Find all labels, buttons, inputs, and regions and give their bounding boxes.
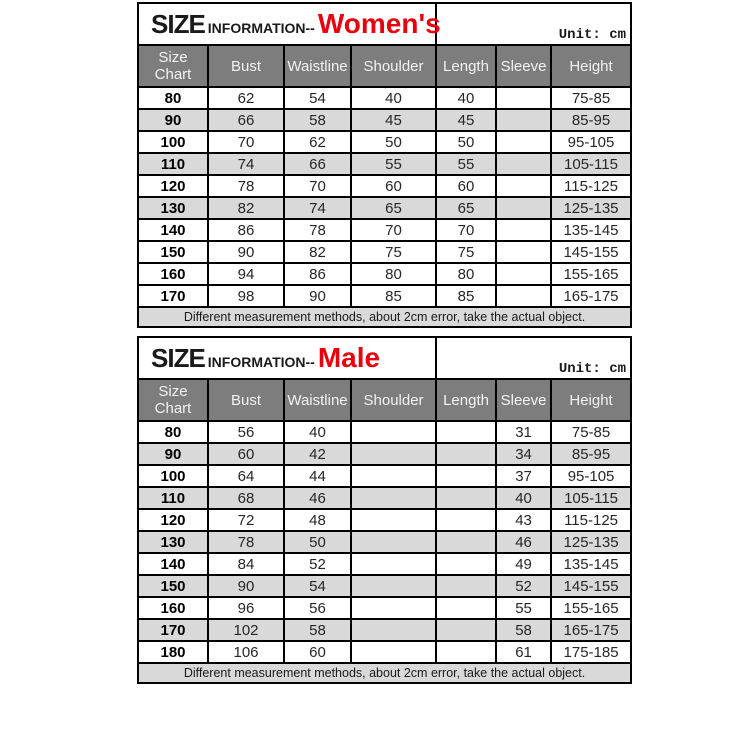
size-cell: 100 [138, 131, 208, 153]
table-cell [436, 509, 496, 531]
table-row [138, 219, 631, 241]
note-row [138, 307, 631, 327]
title-information-word: INFORMATION-- [207, 20, 315, 36]
table-cell [496, 241, 551, 263]
table-cell: 54 [284, 87, 351, 109]
table-cell: 78 [208, 175, 284, 197]
table-row [138, 641, 631, 663]
table-title-text [151, 342, 435, 374]
column-header: Length [436, 379, 496, 421]
male-size-table-section [137, 336, 750, 684]
table-cell [496, 131, 551, 153]
table-cell [496, 153, 551, 175]
table-cell [436, 619, 496, 641]
table-row [138, 87, 631, 109]
table-cell: 31 [496, 421, 551, 443]
table-cell: 82 [284, 241, 351, 263]
table-title [138, 3, 441, 45]
size-cell: 110 [138, 487, 208, 509]
table-cell: 66 [208, 109, 284, 131]
table-title-text [151, 8, 441, 40]
size-cell: 120 [138, 175, 208, 197]
table-cell: 42 [284, 443, 351, 465]
table-cell: 98 [208, 285, 284, 307]
column-header: Bust [208, 379, 284, 421]
table-cell [351, 575, 436, 597]
table-cell: 125-135 [551, 197, 631, 219]
table-cell [351, 465, 436, 487]
table-cell: 46 [284, 487, 351, 509]
table-cell: 70 [284, 175, 351, 197]
size-cell: 150 [138, 575, 208, 597]
table-cell: 60 [208, 443, 284, 465]
table-cell: 60 [351, 175, 436, 197]
table-cell [436, 421, 496, 443]
table-cell [436, 641, 496, 663]
table-cell: 90 [284, 285, 351, 307]
table-cell [436, 575, 496, 597]
table-cell: 85-95 [551, 443, 631, 465]
size-cell: 160 [138, 263, 208, 285]
column-header: Size Chart [138, 379, 208, 421]
table-cell: 145-155 [551, 241, 631, 263]
table-cell [351, 597, 436, 619]
table-row [138, 175, 631, 197]
table-cell: 115-125 [551, 175, 631, 197]
table-cell: 40 [284, 421, 351, 443]
table-cell: 58 [496, 619, 551, 641]
womens-size-table-section [137, 2, 750, 328]
table-cell: 54 [284, 575, 351, 597]
table-cell: 85-95 [551, 109, 631, 131]
table-row [138, 465, 631, 487]
table-row [138, 197, 631, 219]
table-row [138, 421, 631, 443]
table-row [138, 619, 631, 641]
table-cell: 56 [208, 421, 284, 443]
note-row [138, 663, 631, 683]
table-row [138, 531, 631, 553]
table-cell: 80 [436, 263, 496, 285]
table-cell: 64 [208, 465, 284, 487]
table-cell [496, 109, 551, 131]
size-cell: 80 [138, 87, 208, 109]
table-cell: 86 [208, 219, 284, 241]
table-cell: 95-105 [551, 465, 631, 487]
table-cell: 95-105 [551, 131, 631, 153]
table-cell: 70 [351, 219, 436, 241]
table-cell: 55 [351, 153, 436, 175]
table-cell: 65 [436, 197, 496, 219]
table-cell: 80 [351, 263, 436, 285]
size-cell: 140 [138, 553, 208, 575]
size-cell: 130 [138, 197, 208, 219]
table-cell: 85 [351, 285, 436, 307]
table-cell: 78 [208, 531, 284, 553]
table-row [138, 575, 631, 597]
measurement-note: Different measurement methods, about 2cm error, take the actual object. [138, 663, 631, 683]
table-row [138, 109, 631, 131]
title-group-word: Women's [317, 8, 441, 39]
column-header: Bust [208, 45, 284, 87]
table-cell [351, 443, 436, 465]
size-cell: 180 [138, 641, 208, 663]
table-cell: 50 [284, 531, 351, 553]
size-cell: 120 [138, 509, 208, 531]
table-cell: 105-115 [551, 487, 631, 509]
table-cell [351, 421, 436, 443]
table-cell: 66 [284, 153, 351, 175]
table-cell: 46 [496, 531, 551, 553]
table-cell: 60 [436, 175, 496, 197]
table-body [138, 421, 631, 663]
table-cell: 45 [436, 109, 496, 131]
column-header: Shoulder [351, 45, 436, 87]
table-row [138, 487, 631, 509]
table-cell: 135-145 [551, 553, 631, 575]
table-cell [496, 87, 551, 109]
table-cell: 90 [208, 575, 284, 597]
title-size-word: SIZE [151, 343, 205, 373]
table-cell: 145-155 [551, 575, 631, 597]
table-cell [496, 219, 551, 241]
size-cell: 130 [138, 531, 208, 553]
table-cell: 165-175 [551, 619, 631, 641]
table-cell: 58 [284, 109, 351, 131]
size-cell: 150 [138, 241, 208, 263]
table-cell [351, 619, 436, 641]
size-cell: 140 [138, 219, 208, 241]
column-header: Height [551, 45, 631, 87]
table-cell: 96 [208, 597, 284, 619]
table-cell [496, 285, 551, 307]
table-row [138, 131, 631, 153]
size-cell: 170 [138, 285, 208, 307]
table-cell: 75 [351, 241, 436, 263]
table-cell: 175-185 [551, 641, 631, 663]
column-header: Height [551, 379, 631, 421]
table-cell [351, 553, 436, 575]
table-cell: 70 [208, 131, 284, 153]
table-cell: 106 [208, 641, 284, 663]
size-cell: 90 [138, 109, 208, 131]
size-cell: 160 [138, 597, 208, 619]
table-cell: 65 [351, 197, 436, 219]
column-header: Sleeve [496, 379, 551, 421]
table-row [138, 241, 631, 263]
table-cell [436, 531, 496, 553]
title-group-word: Male [317, 342, 381, 373]
table-cell: 55 [436, 153, 496, 175]
table-cell: 78 [284, 219, 351, 241]
table-cell: 105-115 [551, 153, 631, 175]
table-row [138, 553, 631, 575]
table-row [138, 153, 631, 175]
table-cell: 74 [208, 153, 284, 175]
table-cell: 50 [351, 131, 436, 153]
column-header-row [138, 45, 631, 87]
table-cell: 56 [284, 597, 351, 619]
table-cell: 52 [284, 553, 351, 575]
table-cell: 61 [496, 641, 551, 663]
table-cell: 40 [436, 87, 496, 109]
column-header: Size Chart [138, 45, 208, 87]
table-cell: 55 [496, 597, 551, 619]
table-cell [351, 487, 436, 509]
table-cell: 58 [284, 619, 351, 641]
table-cell: 125-135 [551, 531, 631, 553]
table-cell: 75-85 [551, 87, 631, 109]
table-cell: 52 [496, 575, 551, 597]
unit-label: Unit: cm [436, 3, 631, 45]
size-cell: 100 [138, 465, 208, 487]
table-cell: 115-125 [551, 509, 631, 531]
table-cell: 40 [351, 87, 436, 109]
measurement-note: Different measurement methods, about 2cm error, take the actual object. [138, 307, 631, 327]
title-size-word: SIZE [151, 9, 205, 39]
title-information-word: INFORMATION-- [207, 354, 315, 370]
table-cell: 94 [208, 263, 284, 285]
table-cell: 62 [208, 87, 284, 109]
table-cell: 37 [496, 465, 551, 487]
table-cell: 44 [284, 465, 351, 487]
size-cell: 80 [138, 421, 208, 443]
table-cell: 48 [284, 509, 351, 531]
table-title [138, 337, 436, 379]
womens-size-table [137, 2, 632, 328]
table-row [138, 285, 631, 307]
table-cell [496, 263, 551, 285]
table-cell [351, 641, 436, 663]
column-header: Sleeve [496, 45, 551, 87]
table-cell: 135-145 [551, 219, 631, 241]
table-cell: 34 [496, 443, 551, 465]
title-row [138, 3, 631, 45]
table-cell [351, 509, 436, 531]
table-cell [351, 531, 436, 553]
column-header: Waistline [284, 45, 351, 87]
table-cell [436, 465, 496, 487]
column-header: Length [436, 45, 496, 87]
table-cell: 75-85 [551, 421, 631, 443]
table-cell [496, 197, 551, 219]
table-row [138, 509, 631, 531]
table-cell: 155-165 [551, 597, 631, 619]
size-cell: 170 [138, 619, 208, 641]
table-cell: 43 [496, 509, 551, 531]
table-cell: 60 [284, 641, 351, 663]
table-cell: 62 [284, 131, 351, 153]
table-cell: 85 [436, 285, 496, 307]
table-cell: 102 [208, 619, 284, 641]
column-header: Shoulder [351, 379, 436, 421]
size-cell: 90 [138, 443, 208, 465]
table-row [138, 597, 631, 619]
table-cell [436, 553, 496, 575]
table-cell: 50 [436, 131, 496, 153]
table-cell: 84 [208, 553, 284, 575]
table-cell: 155-165 [551, 263, 631, 285]
table-cell: 72 [208, 509, 284, 531]
column-header: Waistline [284, 379, 351, 421]
table-cell: 68 [208, 487, 284, 509]
table-body [138, 87, 631, 307]
table-cell: 49 [496, 553, 551, 575]
column-header-row [138, 379, 631, 421]
table-cell: 74 [284, 197, 351, 219]
table-cell: 90 [208, 241, 284, 263]
table-cell: 86 [284, 263, 351, 285]
table-cell: 45 [351, 109, 436, 131]
table-cell: 165-175 [551, 285, 631, 307]
table-cell [496, 175, 551, 197]
table-cell [436, 443, 496, 465]
table-row [138, 443, 631, 465]
table-row [138, 263, 631, 285]
table-cell [436, 597, 496, 619]
size-cell: 110 [138, 153, 208, 175]
table-cell: 40 [496, 487, 551, 509]
table-cell: 75 [436, 241, 496, 263]
table-cell [436, 487, 496, 509]
male-size-table [137, 336, 632, 684]
table-cell: 70 [436, 219, 496, 241]
unit-label: Unit: cm [436, 337, 631, 379]
table-cell: 82 [208, 197, 284, 219]
title-row [138, 337, 631, 379]
